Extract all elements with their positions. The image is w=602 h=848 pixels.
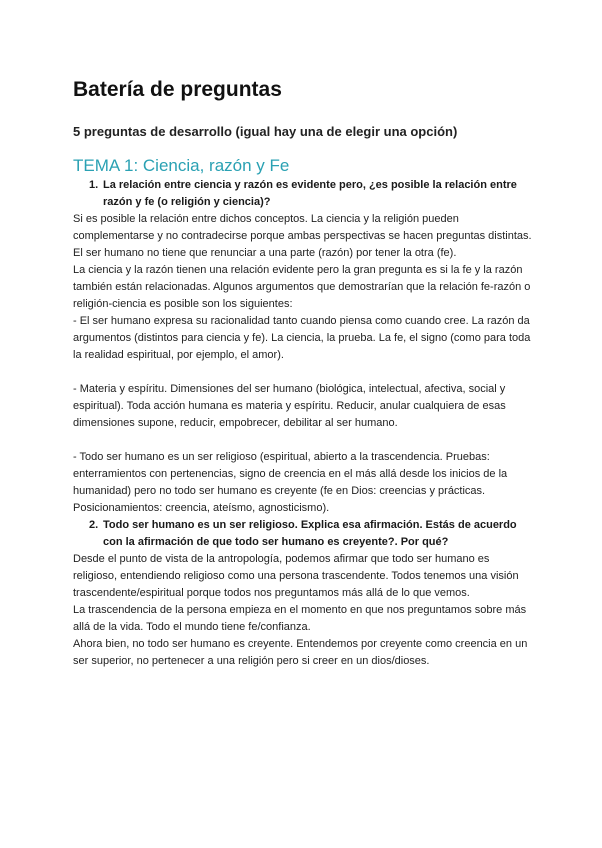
question-2-text: Todo ser humano es un ser religioso. Explica esa afirmación. Estás de acuerdo con la afirmación de que todo ser humano es creyente?. Por qué? xyxy=(103,519,517,548)
question-1 xyxy=(73,177,533,211)
document-title: Batería de preguntas xyxy=(73,78,282,101)
document-page xyxy=(73,76,533,670)
answer-1-paragraph-3: La ciencia y la razón tienen una relación evidente pero la gran pregunta es si la fe y la razón también están relacionadas. Algunos argumentos que demostrarían que la relación fe-razón o religión-ciencia es posible son los siguientes: xyxy=(73,264,531,310)
spacer xyxy=(73,432,533,449)
answer-1-paragraph-5: - Materia y espíritu. Dimensiones del ser humano (biológica, intelectual, afectiva, social y espiritual). Toda acción humana es materia y espíritu. Reducir, anular cualquiera de esas dimensiones supone, reducir, empobrecer, debilitar al ser humano. xyxy=(73,383,506,429)
spacer xyxy=(73,364,533,381)
section-heading: TEMA 1: Ciencia, razón y Fe xyxy=(73,156,290,175)
answer-1-paragraph-6: - Todo ser humano es un ser religioso (espiritual, abierto a la trascendencia. Pruebas: enterramientos con pertenencias, signo de creencia en el más allá desde los inicios de la humanidad) pero no todo ser humano es creyente (fe en Dios: creencias y prácticas. Posicionamientos: creencia, ateísmo, agnosticismo). xyxy=(73,451,508,514)
answer-2-paragraph-1: Desde el punto de vista de la antropología, podemos afirmar que todo ser humano es religioso, entendiendo religioso como una persona trascendente. Todos tenemos una visión trascendente/espiritual porque todos nos preguntamos más allá de lo que vemos. xyxy=(73,553,519,599)
answer-1-paragraph-1: Si es posible la relación entre dichos conceptos. La ciencia y la religión pueden complementarse y no contradecirse porque ambas perspectivas se hacen preguntas distintas. xyxy=(73,213,532,242)
answer-1-paragraph-4: - El ser humano expresa su racionalidad tanto cuando piensa como cuando cree. La razón da argumentos (distintos para ciencia y fe). La ciencia, la prueba. La fe, el signo (como para toda la realidad espiritual, por ejemplo, el amor). xyxy=(73,315,531,361)
question-2-number: 2. xyxy=(89,519,99,531)
question-1-number: 1. xyxy=(89,179,99,191)
document-subtitle: 5 preguntas de desarrollo (igual hay una de elegir una opción) xyxy=(73,124,458,139)
answer-2-paragraph-2: La trascendencia de la persona empieza en el momento en que nos preguntamos sobre más allá de la vida. Todo el mundo tiene fe/confianza. xyxy=(73,604,527,633)
answer-1-paragraph-2: El ser humano no tiene que renunciar a una parte (razón) por tener la otra (fe). xyxy=(73,247,457,259)
answer-2-paragraph-3: Ahora bien, no todo ser humano es creyente. Entendemos por creyente como creencia en un ser superior, no pertenecer a una religión pero si creer en un dios/dioses. xyxy=(73,638,528,667)
question-1-text: La relación entre ciencia y razón es evidente pero, ¿es posible la relación entre razón y fe (o religión y ciencia)? xyxy=(103,179,517,208)
question-2 xyxy=(73,517,533,551)
